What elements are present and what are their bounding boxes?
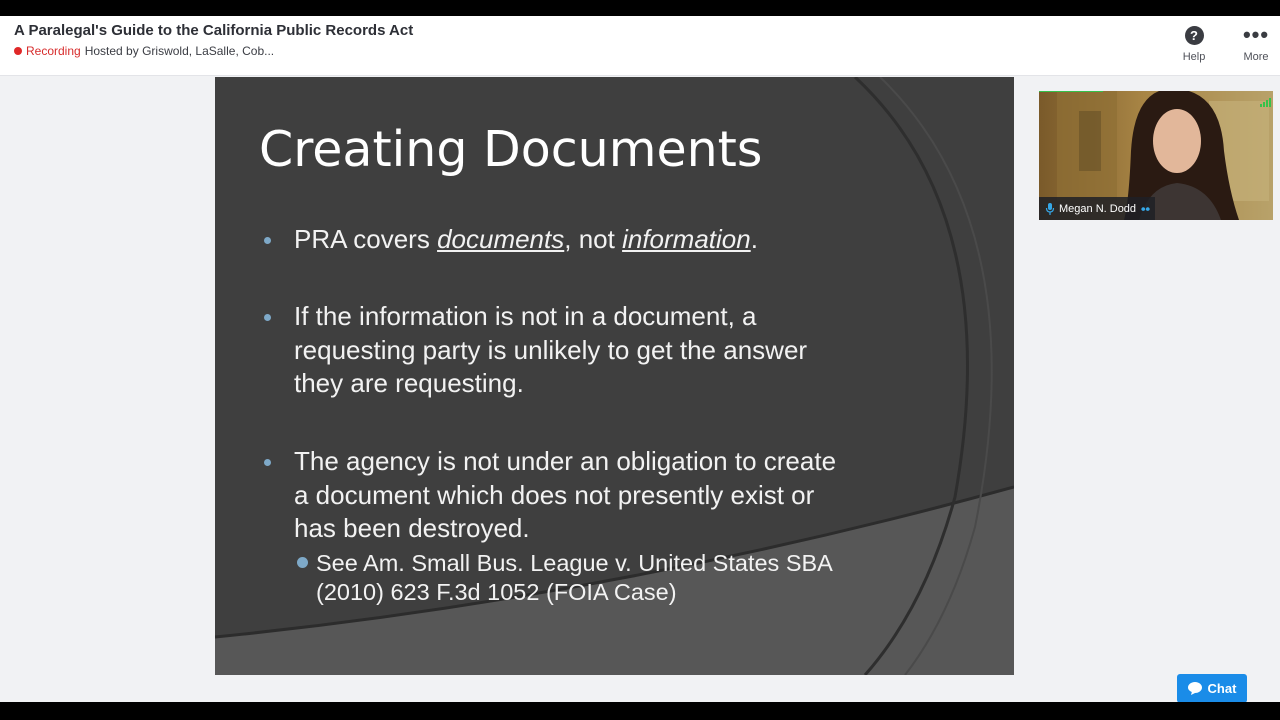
more-label: More bbox=[1243, 51, 1269, 63]
top-letterbox bbox=[0, 0, 1280, 16]
subbullet-line: See Am. Small Bus. League v. United States SBA bbox=[316, 550, 833, 576]
hosted-by-text[interactable]: Hosted by Griswold, LaSalle, Cob... bbox=[84, 44, 275, 58]
bullet-dot bbox=[297, 557, 308, 568]
bullet-text: . bbox=[750, 224, 758, 254]
recording-label: Recording bbox=[26, 44, 81, 58]
active-speaker-indicator bbox=[1039, 91, 1103, 92]
bottom-letterbox bbox=[0, 702, 1280, 720]
signal-icon bbox=[1260, 98, 1271, 107]
slide-bullet-1 bbox=[294, 223, 758, 257]
meeting-header bbox=[0, 16, 1280, 76]
bullet-dot bbox=[264, 314, 271, 321]
bullet-emphasis: documents bbox=[437, 224, 565, 254]
bullet-line: requesting party is unlikely to get the answer bbox=[294, 334, 808, 365]
bullet-line: has been destroyed. bbox=[294, 513, 530, 543]
speaking-indicator-icon: ⦁⦁ bbox=[1141, 203, 1151, 213]
more-icon: ••• bbox=[1242, 22, 1270, 47]
slide-subbullet bbox=[316, 549, 833, 606]
help-icon: ? bbox=[1185, 26, 1204, 45]
bullet-line: a document which does not presently exist or bbox=[294, 479, 815, 510]
bullet-emphasis: information bbox=[622, 224, 751, 254]
help-label: Help bbox=[1182, 51, 1206, 63]
bullet-dot bbox=[264, 237, 271, 244]
slide-title: Creating Documents bbox=[259, 121, 763, 178]
participant-name: Megan N. Dodd bbox=[1059, 202, 1137, 215]
chat-button[interactable] bbox=[1177, 674, 1247, 703]
bullet-line: they are requesting. bbox=[294, 368, 524, 398]
help-button[interactable] bbox=[1169, 26, 1219, 68]
bullet-text: PRA covers bbox=[294, 224, 438, 254]
shared-slide bbox=[215, 77, 1014, 675]
bullet-line: If the information is not in a document, a bbox=[294, 301, 757, 331]
meeting-subtitle bbox=[14, 44, 274, 58]
participant-name-tag bbox=[1039, 197, 1155, 220]
bullet-dot bbox=[264, 459, 271, 466]
more-button[interactable] bbox=[1231, 22, 1280, 68]
bullet-line: The agency is not under an obligation to create bbox=[294, 446, 837, 476]
slide-bullet-3 bbox=[294, 445, 836, 546]
recording-dot-icon bbox=[14, 47, 22, 55]
bullet-text: , not bbox=[564, 224, 623, 254]
subbullet-line: (2010) 623 F.3d 1052 (FOIA Case) bbox=[316, 578, 677, 605]
meeting-title: A Paralegal's Guide to the California Public Records Act bbox=[14, 22, 414, 39]
slide-bullet-2 bbox=[294, 300, 807, 401]
chat-icon bbox=[1188, 682, 1202, 695]
chat-label: Chat bbox=[1207, 681, 1237, 696]
mic-icon bbox=[1045, 203, 1055, 215]
